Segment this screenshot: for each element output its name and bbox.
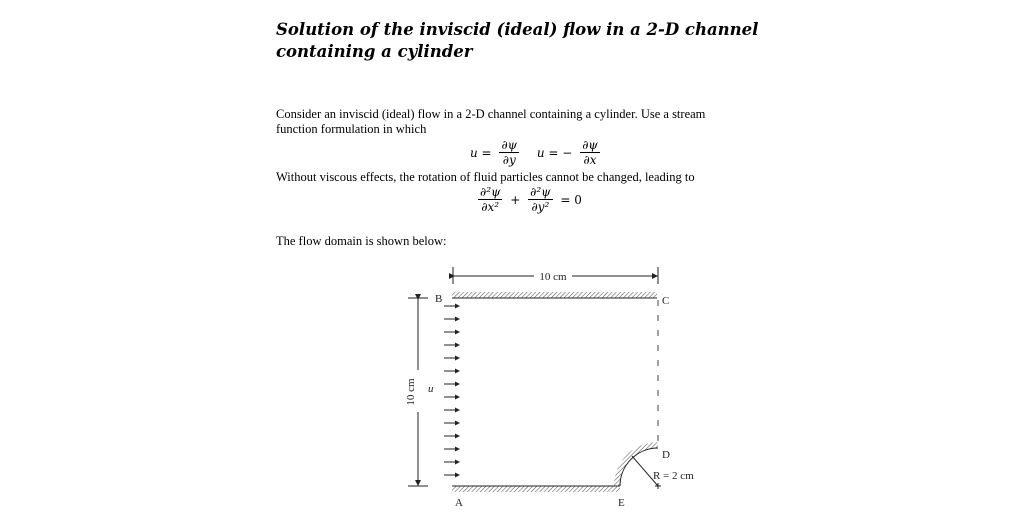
eq2-num-1: ∂²ψ (480, 185, 501, 199)
corner-label-a: A (455, 497, 463, 509)
inlet-arrow-head (455, 473, 460, 478)
inlet-arrow-head (455, 369, 460, 374)
intro-line-1: Consider an inviscid (ideal) flow in a 2-D channel containing a cylinder. Use a stream (276, 107, 706, 121)
corner-label-c: C (662, 295, 670, 307)
height-label: 10 cm (405, 378, 417, 406)
inlet-arrow-head (455, 304, 460, 309)
eq2-num-2: ∂²ψ (530, 185, 551, 199)
inlet-arrow-head (455, 317, 460, 322)
inlet-arrow-head (455, 356, 460, 361)
intro-paragraph (276, 107, 776, 137)
inlet-arrow-head (455, 408, 460, 413)
laplace-equation (478, 185, 586, 214)
inlet-arrow-head (455, 460, 460, 465)
eq1-den-1: ∂y (502, 153, 516, 167)
corner-label-b: B (435, 293, 443, 305)
top-wall (452, 292, 657, 298)
corner-label-d: D (662, 449, 670, 461)
eq1-lhs-u: u = (470, 145, 492, 160)
inlet-arrow-head (455, 421, 460, 426)
intro-line-2: function formulation in which (276, 122, 427, 136)
width-label: 10 cm (539, 271, 567, 283)
eq1-num-1: ∂ψ (501, 138, 518, 152)
viscous-paragraph: Without viscous effects, the rotation of fluid particles cannot be changed, leading to (276, 170, 695, 184)
inlet-arrow-head (455, 382, 460, 387)
eq1-fraction-1 (499, 138, 519, 167)
page-title: Solution of the inviscid (ideal) flow in a 2-D channel containing a cylinder (276, 20, 759, 61)
inlet-velocity-arrows (444, 304, 460, 478)
inlet-arrow-head (455, 330, 460, 335)
eq1-num-2: ∂ψ (582, 138, 598, 152)
eq2-fraction-1 (478, 185, 502, 214)
eq2-den-2: ∂y² (531, 200, 550, 214)
velocity-label: u (428, 383, 434, 395)
inlet-arrow-head (455, 343, 460, 348)
eq2-rhs: = 0 (560, 192, 582, 207)
bottom-wall (452, 486, 620, 492)
height-dimension (405, 298, 428, 486)
inlet-arrow-head (455, 395, 460, 400)
eq2-den-1: ∂x² (481, 200, 500, 214)
eq1-den-2: ∂x (583, 153, 597, 167)
flow-domain-diagram (400, 262, 720, 524)
radius-label: R = 2 cm (653, 470, 694, 482)
stream-function-equations (466, 138, 600, 167)
eq2-fraction-2 (528, 185, 552, 214)
eq1-fraction-2 (580, 138, 600, 167)
eq2-plus: + (510, 192, 521, 207)
corner-label-e: E (618, 497, 625, 509)
width-dimension (453, 267, 658, 284)
inlet-arrow-head (455, 434, 460, 439)
domain-paragraph: The flow domain is shown below: (276, 234, 447, 248)
eq1-lhs-v: u = − (536, 145, 573, 160)
inlet-arrow-head (455, 447, 460, 452)
cylinder-arc (614, 442, 658, 486)
